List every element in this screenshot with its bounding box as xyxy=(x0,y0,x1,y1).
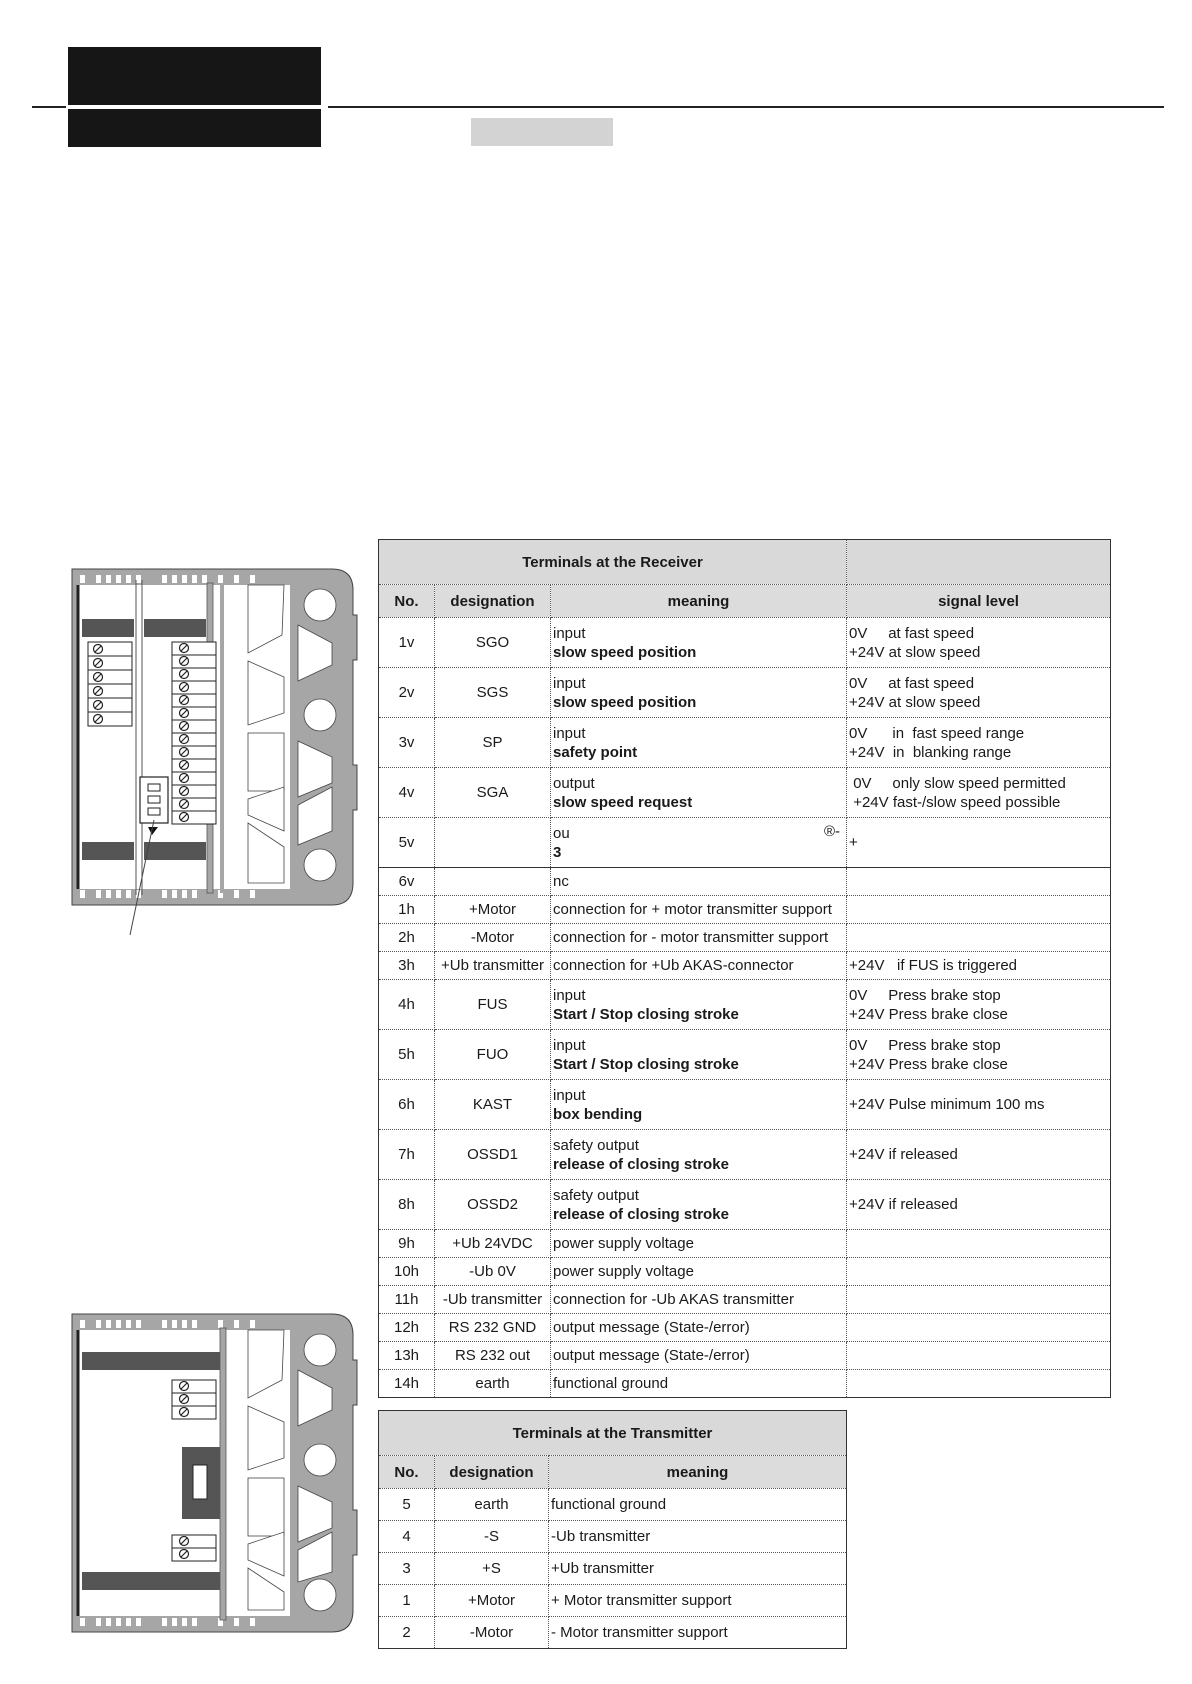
cell-no: 6h xyxy=(379,1080,435,1130)
table-row xyxy=(379,980,1111,1030)
cell-designation: +S xyxy=(435,1553,549,1585)
cell-no: 9h xyxy=(379,1230,435,1258)
cell-signal-level xyxy=(847,1370,1111,1398)
meaning-type: safety output xyxy=(553,1186,639,1204)
cell-meaning xyxy=(551,1030,847,1080)
cell-meaning xyxy=(551,980,847,1030)
signal-line: +24V Pulse minimum 100 ms xyxy=(849,1096,1045,1113)
col-header-designation: designation xyxy=(435,585,551,618)
cell-no: 7h xyxy=(379,1130,435,1180)
table-row xyxy=(379,818,1111,868)
meaning-function: slow speed request xyxy=(553,793,693,811)
table-row xyxy=(379,924,1111,952)
table-row xyxy=(379,1258,1111,1286)
dip-switch-pointer-line xyxy=(120,820,160,940)
transmitter-terminals-table xyxy=(378,1410,847,1649)
cell-signal-level xyxy=(847,618,1111,668)
meaning-type: input xyxy=(553,724,586,742)
meaning-type: connection for +Ub AKAS-connector xyxy=(553,957,794,974)
meaning-type: ou xyxy=(553,824,570,842)
cell-meaning xyxy=(551,868,847,896)
col-header-meaning: meaning xyxy=(549,1456,847,1489)
meaning-function: 3 xyxy=(553,843,562,861)
header-rule-left xyxy=(32,106,66,108)
signal-line: 0V Press brake stop xyxy=(849,986,1001,1004)
cell-signal-level xyxy=(847,668,1111,718)
meaning-type: power supply voltage xyxy=(553,1263,694,1280)
transmitter-table-title: Terminals at the Transmitter xyxy=(379,1411,847,1456)
table-row xyxy=(379,896,1111,924)
meaning-type: power supply voltage xyxy=(553,1235,694,1252)
header-gray-tab xyxy=(471,118,613,146)
cell-signal-level xyxy=(847,1030,1111,1080)
cell-no: 4h xyxy=(379,980,435,1030)
cell-signal-level xyxy=(847,1286,1111,1314)
signal-line: +24V if released xyxy=(849,1196,958,1213)
meaning-function: Start / Stop closing stroke xyxy=(553,1055,739,1073)
meaning-function: release of closing stroke xyxy=(553,1205,729,1223)
cell-no: 8h xyxy=(379,1180,435,1230)
meaning-type: safety output xyxy=(553,1136,639,1154)
cell-meaning xyxy=(551,768,847,818)
table-row xyxy=(379,1130,1111,1180)
cell-meaning: -Ub transmitter xyxy=(549,1521,847,1553)
cell-designation: FUO xyxy=(435,1030,551,1080)
signal-line: +24V Press brake close xyxy=(849,1055,1008,1073)
cell-designation: +Ub 24VDC xyxy=(435,1230,551,1258)
table-row xyxy=(379,768,1111,818)
cell-meaning: +Ub transmitter xyxy=(549,1553,847,1585)
cell-designation: -Motor xyxy=(435,924,551,952)
cell-no: 5 xyxy=(379,1489,435,1521)
signal-line: 0V Press brake stop xyxy=(849,1036,1001,1054)
cell-no: 5h xyxy=(379,1030,435,1080)
meaning-function: box bending xyxy=(553,1105,643,1123)
cell-no: 13h xyxy=(379,1342,435,1370)
cell-meaning xyxy=(551,1342,847,1370)
cell-designation: earth xyxy=(435,1489,549,1521)
cell-no: 14h xyxy=(379,1370,435,1398)
cell-no: 1h xyxy=(379,896,435,924)
table-row xyxy=(379,952,1111,980)
col-header-designation: designation xyxy=(435,1456,549,1489)
cell-designation: SGA xyxy=(435,768,551,818)
col-header-no: No. xyxy=(379,585,435,618)
signal-line: +24V if FUS is triggered xyxy=(849,957,1018,974)
cell-designation: FUS xyxy=(435,980,551,1030)
table-row xyxy=(379,1521,847,1553)
logo-block-bottom xyxy=(68,109,321,147)
cell-no: 1v xyxy=(379,618,435,668)
cell-designation: RS 232 out xyxy=(435,1342,551,1370)
cell-meaning xyxy=(551,1286,847,1314)
cell-designation: OSSD1 xyxy=(435,1130,551,1180)
cell-designation: earth xyxy=(435,1370,551,1398)
cell-no: 3 xyxy=(379,1553,435,1585)
table-row xyxy=(379,1553,847,1585)
table-row xyxy=(379,1030,1111,1080)
cell-signal-level xyxy=(847,1258,1111,1286)
cell-designation: +Motor xyxy=(435,1585,549,1617)
cell-meaning xyxy=(551,952,847,980)
meaning-function: Start / Stop closing stroke xyxy=(553,1005,739,1023)
cell-designation: SGO xyxy=(435,618,551,668)
meaning-type: output xyxy=(553,774,595,792)
table-row xyxy=(379,618,1111,668)
cell-no: 11h xyxy=(379,1286,435,1314)
cell-signal-level xyxy=(847,1080,1111,1130)
cell-designation: -S xyxy=(435,1521,549,1553)
cell-signal-level xyxy=(847,718,1111,768)
meaning-type: functional ground xyxy=(553,1375,669,1392)
cell-meaning xyxy=(551,1130,847,1180)
meaning-function: release of closing stroke xyxy=(553,1155,729,1173)
cell-signal-level xyxy=(847,1130,1111,1180)
meaning-type: input xyxy=(553,674,586,692)
cell-meaning xyxy=(551,1230,847,1258)
signal-line: 0V at fast speed xyxy=(849,674,975,692)
cell-signal-level xyxy=(847,1230,1111,1258)
table-row xyxy=(379,1180,1111,1230)
header-rule-right xyxy=(328,106,1164,108)
logo-block-top xyxy=(68,47,321,105)
receiver-terminals-table xyxy=(378,539,1111,1398)
cell-no: 1 xyxy=(379,1585,435,1617)
meaning-type: connection for -Ub AKAS transmitter xyxy=(553,1291,794,1308)
cell-no: 5v xyxy=(379,818,435,868)
signal-line: 0V in fast speed range xyxy=(849,724,1025,742)
table-row xyxy=(379,668,1111,718)
cell-meaning xyxy=(551,1180,847,1230)
cell-meaning: functional ground xyxy=(549,1489,847,1521)
cell-meaning xyxy=(551,668,847,718)
table-row xyxy=(379,1489,847,1521)
cell-signal-level xyxy=(847,1342,1111,1370)
table-row xyxy=(379,1314,1111,1342)
cell-signal-level xyxy=(847,924,1111,952)
cell-meaning xyxy=(551,618,847,668)
signal-line: +24V at slow speed xyxy=(849,693,981,711)
meaning-type: output message (State-/error) xyxy=(553,1319,750,1336)
cell-designation: -Ub 0V xyxy=(435,1258,551,1286)
meaning-type: input xyxy=(553,1036,586,1054)
cell-no: 4v xyxy=(379,768,435,818)
meaning-mark: ®- xyxy=(823,823,841,840)
meaning-type: connection for + motor transmitter support xyxy=(553,901,832,918)
meaning-type: connection for - motor transmitter support xyxy=(553,929,829,946)
receiver-title-blank xyxy=(847,540,1111,585)
table-row xyxy=(379,1342,1111,1370)
meaning-type: nc xyxy=(553,873,569,890)
cell-meaning xyxy=(551,1080,847,1130)
cell-designation: -Motor xyxy=(435,1617,549,1649)
cell-meaning: + Motor transmitter support xyxy=(549,1585,847,1617)
transmitter-terminal-diagram xyxy=(70,1310,360,1640)
meaning-function: safety point xyxy=(553,743,638,761)
meaning-type: output message (State-/error) xyxy=(553,1347,750,1364)
cell-meaning xyxy=(551,818,847,868)
cell-no: 3v xyxy=(379,718,435,768)
cell-meaning: - Motor transmitter support xyxy=(549,1617,847,1649)
meaning-type: input xyxy=(553,624,586,642)
table-row xyxy=(379,1286,1111,1314)
cell-no: 4 xyxy=(379,1521,435,1553)
receiver-terminal-diagram xyxy=(70,565,360,910)
table-row xyxy=(379,1230,1111,1258)
cell-meaning xyxy=(551,718,847,768)
signal-line: +24V at slow speed xyxy=(849,643,981,661)
cell-no: 3h xyxy=(379,952,435,980)
meaning-function: slow speed position xyxy=(553,693,697,711)
cell-signal-level xyxy=(847,818,1111,868)
cell-designation: OSSD2 xyxy=(435,1180,551,1230)
cell-designation: KAST xyxy=(435,1080,551,1130)
signal-line: +24V in blanking range xyxy=(849,743,1012,761)
table-row xyxy=(379,718,1111,768)
cell-designation: SP xyxy=(435,718,551,768)
cell-meaning xyxy=(551,1258,847,1286)
receiver-header-row xyxy=(379,585,1111,618)
cell-signal-level xyxy=(847,980,1111,1030)
cell-meaning xyxy=(551,1314,847,1342)
meaning-type: input xyxy=(553,986,586,1004)
meaning-function: slow speed position xyxy=(553,643,697,661)
cell-designation: SGS xyxy=(435,668,551,718)
cell-meaning xyxy=(551,896,847,924)
cell-no: 6v xyxy=(379,868,435,896)
cell-designation: +Ub transmitter xyxy=(435,952,551,980)
cell-designation xyxy=(435,818,551,868)
cell-no: 2 xyxy=(379,1617,435,1649)
cell-signal-level xyxy=(847,768,1111,818)
signal-line: + xyxy=(849,834,858,851)
signal-line: +24V Press brake close xyxy=(849,1005,1008,1023)
table-row xyxy=(379,1080,1111,1130)
meaning-type: input xyxy=(553,1086,586,1104)
cell-signal-level xyxy=(847,896,1111,924)
col-header-signal-level: signal level xyxy=(847,585,1111,618)
cell-no: 12h xyxy=(379,1314,435,1342)
cell-no: 10h xyxy=(379,1258,435,1286)
table-row xyxy=(379,868,1111,896)
cell-designation: -Ub transmitter xyxy=(435,1286,551,1314)
cell-designation: RS 232 GND xyxy=(435,1314,551,1342)
transmitter-table-body xyxy=(379,1489,847,1649)
signal-line: +24V if released xyxy=(849,1146,958,1163)
cell-signal-level xyxy=(847,1314,1111,1342)
cell-designation: +Motor xyxy=(435,896,551,924)
cell-no: 2v xyxy=(379,668,435,718)
table-row xyxy=(379,1370,1111,1398)
signal-line: +24V fast-/slow speed possible xyxy=(849,793,1061,811)
table-row xyxy=(379,1617,847,1649)
table-row xyxy=(379,1585,847,1617)
signal-line: 0V only slow speed permitted xyxy=(849,774,1066,792)
col-header-meaning: meaning xyxy=(551,585,847,618)
cell-no: 2h xyxy=(379,924,435,952)
cell-meaning xyxy=(551,924,847,952)
receiver-table-body xyxy=(379,618,1111,1398)
receiver-table-title: Terminals at the Receiver xyxy=(379,540,847,585)
signal-line: 0V at fast speed xyxy=(849,624,975,642)
col-header-no: No. xyxy=(379,1456,435,1489)
cell-signal-level xyxy=(847,1180,1111,1230)
cell-signal-level xyxy=(847,952,1111,980)
transmitter-header-row xyxy=(379,1456,847,1489)
cell-signal-level xyxy=(847,868,1111,896)
cell-meaning xyxy=(551,1370,847,1398)
cell-designation xyxy=(435,868,551,896)
